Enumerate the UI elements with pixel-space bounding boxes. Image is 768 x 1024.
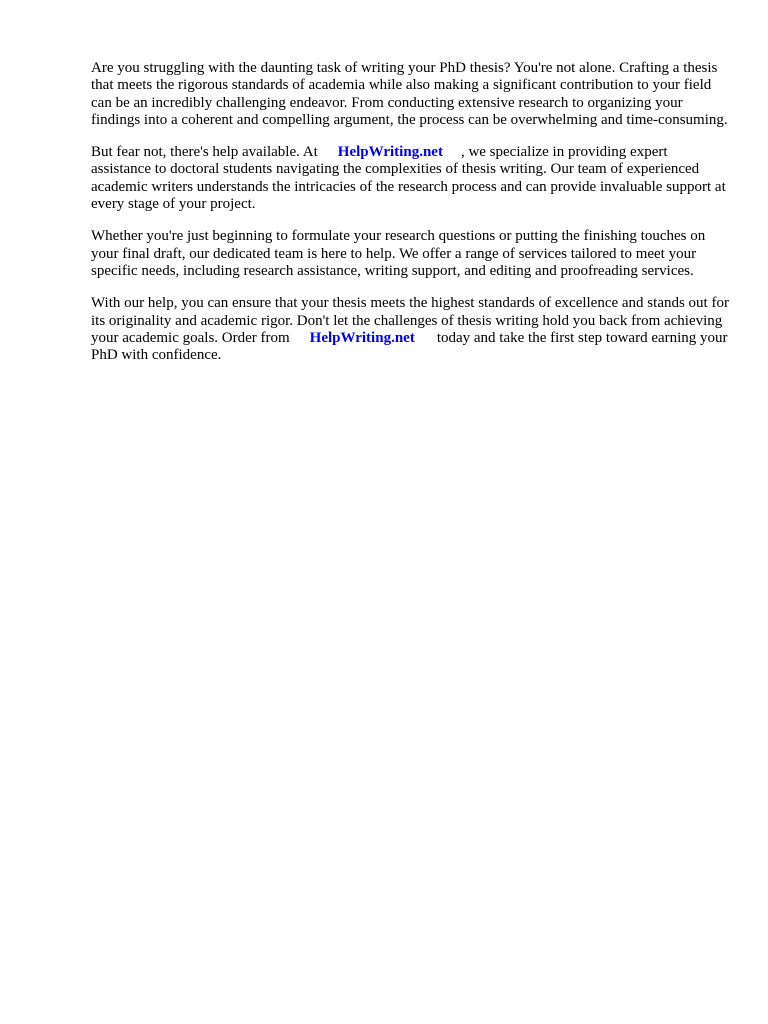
paragraph-help-available-text-after: , we specialize in providing expert assistance to doctoral students navigating the complexities of thesis writing. Our team of experienced academic writers understands the intricacies of the research process and can provide invaluable support at every stage of your project. — [91, 144, 726, 213]
paragraph-help-available-text-before: But fear not, there's help available. At — [91, 144, 318, 161]
document-body — [91, 60, 731, 379]
paragraph-closing-text-before: With our help, you can ensure that your thesis meets the highest standards of excellence and stands out for its originality and academic rigor. Don't let the challenges of thesis writing hold you back from achieving your academic goals. Order from — [91, 295, 729, 346]
paragraph-help-available — [91, 144, 731, 213]
paragraph-closing — [91, 295, 731, 364]
paragraph-closing-text-after: today and take the first step toward earning your PhD with confidence. — [91, 329, 728, 364]
paragraph-intro: Are you struggling with the daunting task of writing your PhD thesis? You're not alone. Crafting a thesis that meets the rigorous standards of academia while also making a significant contribution to your field can be an incredibly challenging endeavor. From conducting extensive research to organizing your findings into a coherent and compelling argument, the process can be overwhelming and time-consuming. — [91, 60, 728, 128]
helpwriting-link-1[interactable]: HelpWriting.net — [337, 144, 443, 161]
helpwriting-link-2[interactable]: HelpWriting.net — [309, 329, 415, 346]
paragraph-services: Whether you're just beginning to formulate your research questions or putting the finishing touches on your final draft, our dedicated team is here to help. We offer a range of services tailored to meet your specific needs, including research assistance, writing support, and editing and proofreading services. — [91, 228, 706, 279]
